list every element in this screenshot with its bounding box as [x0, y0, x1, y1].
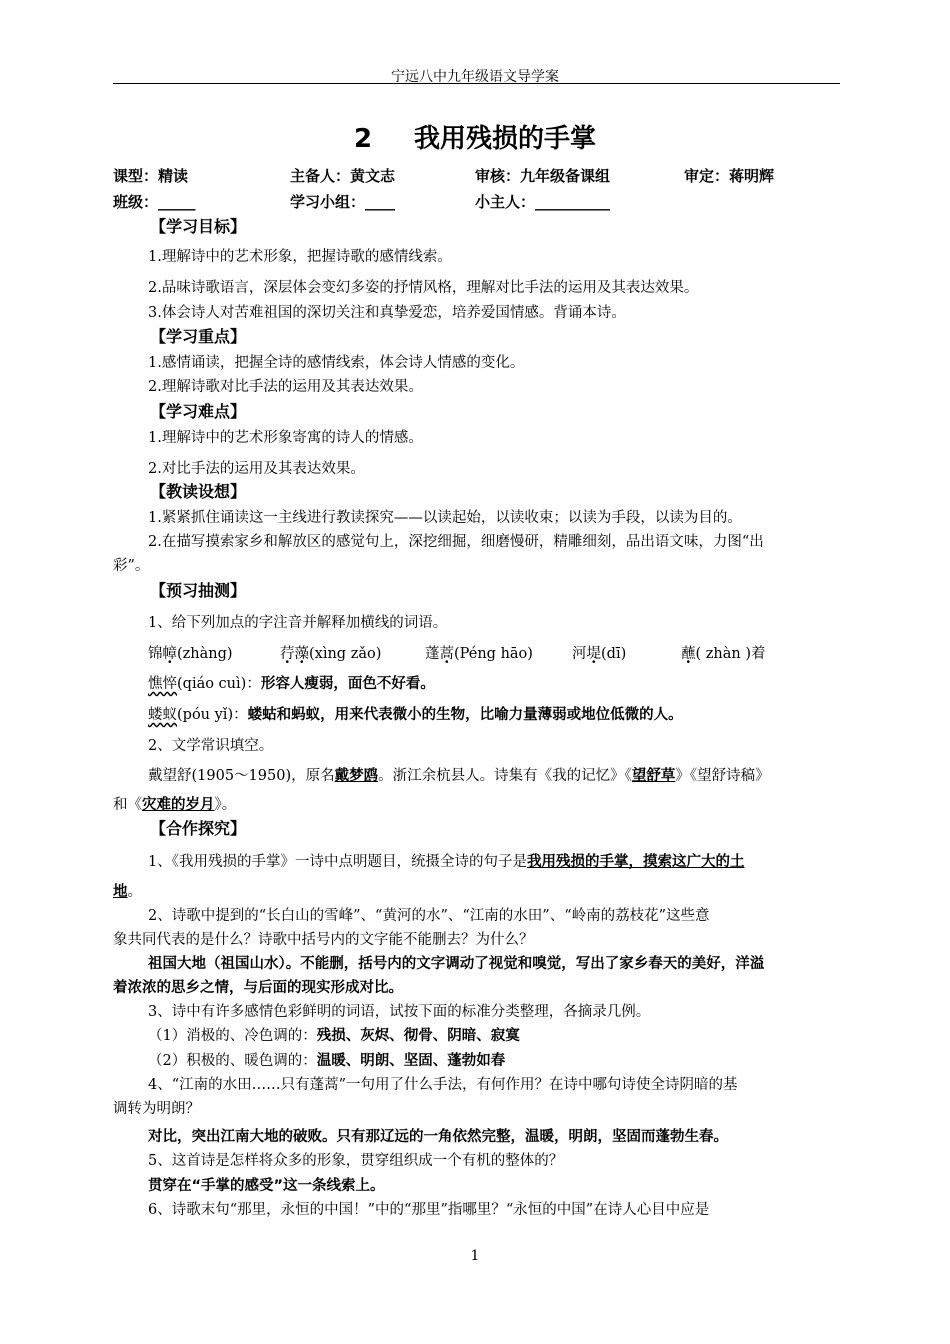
- section-explore-heading: 【合作探究】: [150, 819, 247, 838]
- explore-question-4: 4、“江南的水田……只有蓬蒿”一句用了什么手法，有何作用？在诗中哪句诗使全诗阴暗的基: [148, 1077, 738, 1093]
- explore-answer-2-cont: 着浓浓的思乡之情，与后面的现实形成对比。: [113, 980, 403, 996]
- teaching-item: 1.紧紧抓住诵读这一主线进行教读探究——以读起始，以读收束；以读为手段，以读为目的。: [148, 510, 742, 526]
- lesson-title: [0, 118, 950, 155]
- teaching-item: 2.在描写摸索家乡和解放区的感觉句上，深挖细掘，细磨慢研，精雕细刻，品出语文味，力图“出: [148, 534, 764, 550]
- meta-leader: 小主人：__________: [475, 193, 611, 211]
- pinyin-word-5: 蘸( zhàn )着: [681, 646, 766, 662]
- meta-author: 主备人：黄文志: [290, 167, 396, 185]
- explore-answer-5: 贯穿在“手掌的感受”这一条线索上。: [148, 1178, 385, 1194]
- explore-question-2-cont: 象共同代表的是什么？诗歌中括号内的文字能不能删去？为什么？: [113, 932, 534, 948]
- meta-reviewer: 审核：九年级备课组: [475, 167, 611, 185]
- meta-class: 班级：_____: [113, 193, 196, 211]
- preview-question-1: 1、给下列加点的字注音并解释加横线的词语。: [148, 615, 448, 631]
- key-item: 2.理解诗歌对比手法的运用及其表达效果。: [148, 379, 423, 395]
- section-goals-heading: 【学习目标】: [150, 217, 247, 236]
- explore-answer-3b: （2）积极的、暖色调的：温暖、明朗、坚固、蓬勃如春: [148, 1053, 506, 1069]
- pinyin-word-4: 河堤(dī): [572, 646, 627, 662]
- explore-question-2: 2、诗歌中提到的“长白山的雪峰”、“黄河的水”、“江南的水田”、“岭南的荔枝花”这些意: [148, 908, 710, 924]
- difficult-item: 1.理解诗中的艺术形象寄寓的诗人的情感。: [148, 430, 423, 446]
- explore-question-6: 6、诗歌末句“那里，永恒的中国！”中的“那里”指哪里？“永恒的中国”在诗人心目中应是: [148, 1202, 710, 1218]
- preview-question-2: 2、文学常识填空。: [148, 738, 274, 754]
- lesson-number: 2: [353, 124, 373, 154]
- lesson-title-text: 我用残损的手掌: [414, 124, 597, 154]
- vocab-item-1: 憔悴(qiáo cuì)：形容人瘦弱，面色不好看。: [148, 676, 435, 692]
- page-number: 1: [470, 1248, 480, 1264]
- difficult-item: 2.对比手法的运用及其表达效果。: [148, 461, 365, 477]
- explore-question-5: 5、这首诗是怎样将众多的形象，贯穿组织成一个有机的整体的？: [148, 1153, 564, 1169]
- pinyin-word-1: 锦幛(zhàng): [148, 646, 233, 662]
- goal-item: 1.理解诗中的艺术形象，把握诗歌的感情线索。: [148, 249, 452, 265]
- explore-answer-4: 对比，突出江南大地的破败。只有那辽远的一角依然完整，温暖，明朗，坚固而蓬勃生春。: [148, 1129, 728, 1145]
- explore-question-1-cont: 地。: [113, 884, 142, 900]
- explore-answer-3a: （1）消极的、冷色调的：残损、灰烬、彻骨、阴暗、寂寞: [148, 1028, 520, 1044]
- explore-question-1: 1、《我用残损的手掌》一诗中点明题目，统摄全诗的句子是我用残损的手掌，摸索这广大的土: [148, 854, 745, 870]
- explore-question-4-cont: 调转为明朗？: [113, 1101, 200, 1117]
- meta-group: 学习小组：____: [290, 193, 396, 211]
- page-header: 宁远八中九年级语文导学案: [391, 69, 559, 85]
- section-keys-heading: 【学习重点】: [150, 327, 247, 346]
- section-difficult-heading: 【学习难点】: [150, 402, 247, 421]
- explore-answer-2: 祖国大地（祖国山水）。不能删，括号内的文字调动了视觉和嗅觉，写出了家乡春天的美好，洋溢: [148, 956, 765, 972]
- vocab-item-2: 蝼蚁(póu yǐ)：蝼蛄和蚂蚁，用来代表微小的生物，比喻力量薄弱或地位低微的人。: [148, 707, 683, 723]
- meta-type: 课型：精读: [113, 167, 189, 185]
- section-teaching-heading: 【教读设想】: [150, 482, 247, 501]
- teaching-item-cont: 彩”。: [113, 558, 150, 574]
- literature-line-1: 戴望舒(1905～1950)，原名戴梦鸥。浙江余杭县人。诗集有《我的记忆》《望舒草》《望舒诗稿》: [148, 768, 770, 784]
- section-preview-heading: 【预习抽测】: [150, 581, 247, 600]
- goal-item: 2.品味诗歌语言，深层体会变幻多姿的抒情风格，理解对比手法的运用及其表达效果。: [148, 280, 699, 296]
- meta-approver: 审定：蒋明辉: [684, 167, 775, 185]
- explore-question-3: 3、诗中有许多感情色彩鲜明的词语，试按下面的标准分类整理，各摘录几例。: [148, 1004, 651, 1020]
- key-item: 1.感情诵读，把握全诗的感情线索，体会诗人情感的变化。: [148, 355, 525, 371]
- header-rule: [113, 83, 840, 84]
- literature-line-2: 和《灾难的岁月》。: [113, 797, 237, 813]
- pinyin-word-3: 蓬蒿(Péng hāo): [425, 646, 533, 662]
- goal-item: 3.体会诗人对苦难祖国的深切关注和真挚爱恋，培养爱国情感。背诵本诗。: [148, 305, 626, 321]
- pinyin-word-2: 荇藻(xìng zǎo): [280, 646, 382, 662]
